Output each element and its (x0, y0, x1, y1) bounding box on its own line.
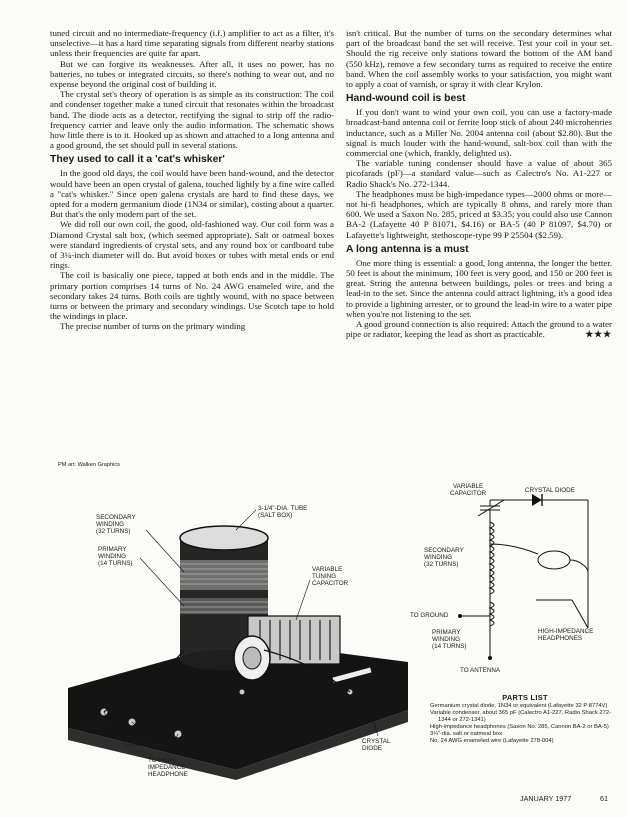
page-number: 61 (600, 794, 608, 803)
art-credit: PM art: Walken Graphics (58, 462, 120, 468)
label-schematic-secondary-winding: SECONDARY WINDING (32 TURNS) (424, 547, 464, 568)
label-to-antenna: TO ANTENNA (460, 667, 501, 674)
label-headphone: TO HIGH- IMPEDANCE HEADPHONE (148, 757, 188, 778)
parts-list-item: Germanium crystal diode, 1N34 or equivalent (Lafayette 32 P 8774V) (430, 703, 608, 709)
left-column (50, 28, 334, 332)
parts-list-item: 3¼"-dia. salt or oatmeal box (430, 731, 502, 737)
label-variable-capacitor: VARIABLE CAPACITOR (450, 483, 487, 497)
label-variable-tuning-capacitor: VARIABLE TUNING CAPACITOR (312, 566, 349, 587)
paragraph-text: A good ground connection is also required: Attach the ground to a water pipe or radiator, keeping the lead as short as practicable. (346, 319, 612, 340)
section-heading: They used to call it a 'cat's whisker' (50, 154, 225, 166)
label-schematic-primary-winding: PRIMARY WINDING (14 TURNS) (432, 629, 467, 650)
paragraph: If you don't want to wind your own coil, you can use a factory-made broadcast-band antenna coil or ferrite loop stick of about 240 microhenries inductance, such as a Miller No. 2004 antenna coil (about $2.80). But the signal is much louder with the hand-wound, salt-box coil than with the commercial one (which, frankly, delighted us). (346, 107, 612, 159)
paragraph: isn't critical. But the number of turns on the secondary determines what part of the broadcast band the set will receive. Test your coil in your set. Should the rig receive only stations toward the bottom of the AM band (550 kHz), remove a few secondary turns as required to receive the entire band. When the coil assembly works to your satisfaction, you might want to apply a coat of varnish, or spray it with clear Krylon. (346, 28, 612, 90)
parts-list-item: High-impedance headphones (Saxon No. 285, Cannon BA-2 or BA-5) (430, 724, 609, 730)
label-secondary-winding: SECONDARY WINDING (32 TURNS) (96, 514, 136, 535)
paragraph: tuned circuit and no intermediate-frequency (i.f.) amplifier to act as a filter, it's unselective—it has a hard time separating signals from different nearby stations unless their frequencies are quite far apart. (50, 28, 334, 59)
label-schematic-crystal-diode: CRYSTAL DIODE (525, 487, 575, 494)
label-to-ground: TO GROUND (410, 612, 449, 619)
issue-date: JANUARY 1977 (520, 794, 572, 803)
section-heading: A long antenna is a must (346, 243, 469, 255)
right-column (346, 28, 612, 339)
paragraph: The variable tuning condenser should have a value of about 365 picofarads (pF)—a standard value—such as Calectro's No. A1-227 or Radio Shack's No. 272-1344. (346, 158, 612, 189)
parts-list (430, 694, 620, 745)
paragraph: In the good old days, the coil would have been hand-wound, and the detector would have been an open crystal of galena, touched lightly by a fine wire called a "cat's whisker." Since open galena crystals are hard to find these days, we opted for a modern germanium diode (1N34 or similar), costing about a quarter. But that's the only modern part of the set. (50, 168, 334, 220)
label-headphones: HIGH-IMPEDANCE HEADPHONES (538, 628, 594, 642)
paragraph: But we can forgive its weaknesses. After all, it uses no power, has no batteries, no tubes or integrated circuits, so there's nothing to wear out, and no expense beyond the original cost of building it. (50, 58, 334, 90)
paragraph: The coil is basically one piece, tapped at both ends and in the middle. The primary portion comprises 14 turns of No. 24 AWG enameled wire, and the secondary takes 24 turns. Both coils are tightly wound, with no space between turns or between the primary and secondary windings. Use Scotch tape to hold the windings in place. (50, 270, 334, 322)
schematic-diagram (420, 480, 620, 680)
label-crystal-diode: CRYSTAL DIODE (362, 738, 391, 752)
label-ground-connection: GROUND CONNECTION (124, 734, 167, 748)
paragraph: The crystal set's theory of operation is as simple as its construction: The coil and condenser together make a tuned circuit that resonates within the broadcast band. The diode acts as a detector, rectifying the signal to strip off the radio-frequency carrier and leave only the audio information. The schematic shows how little there is to it. Hooked up as shown and attached to a long antenna and a good ground, the set should pull in several stations. (50, 89, 334, 151)
parts-list-heading: PARTS LIST (502, 693, 548, 702)
paragraph (346, 319, 612, 339)
label-antenna-connection: ANTENNA CONNECTION (76, 717, 119, 731)
end-mark: ★★★ (585, 329, 612, 340)
paragraph: The headphones must be high-impedance types—2000 ohms or more—not hi-fi headphones, which are typically 8 ohms, and rarely more than 600. We used a Saxon No. 285, priced at $3.35; you could also use Cannon BA-2 (Lafayette 40 P 81071, $4.16) or BA-5 (40 P 81097, $4.70) or Lafayette's lightweight, stethoscope-type 99 P 25504 ($2.59). (346, 188, 612, 240)
paragraph: We did roll our own coil, the good, old-fashioned way. Our coil form was a Diamond Crystal salt box, (which seemed appropriate). Salt or oatmeal boxes were standard ingredients of crystal sets, and any round box or cardboard tube of 3¼-inch diameter will do. But avoid boxes or tubes with metal ends or end rings. (50, 219, 334, 271)
parts-list-item: Variable condenser, about 365 pF (Calectro A1-227, Radio Shack 272-1344 or 272-1341) (430, 710, 611, 723)
paragraph: The precise number of turns on the primary winding (60, 321, 246, 332)
paragraph: One more thing is essential: a good, long antenna, the longer the better. 50 feet is about the minimum, 100 feet is very good, and 150 or 200 feet is great. String the antenna between buildings, poles or trees and bring a lead-in to the set. Since the antenna could attract lightning, it's a good idea to provide a lightning arrester, or to ground the lead-in wire to a water pipe when you're not listening to the set. (346, 257, 612, 319)
label-primary-winding: PRIMARY WINDING (14 TURNS) (98, 546, 133, 567)
section-heading: Hand-wound coil is best (346, 93, 466, 105)
parts-list-item: No. 24 AWG enameled wire (Lafayette 278-004) (430, 738, 554, 744)
label-tube: 3-1/4"-DIA. TUBE (SALT BOX) (258, 505, 308, 519)
